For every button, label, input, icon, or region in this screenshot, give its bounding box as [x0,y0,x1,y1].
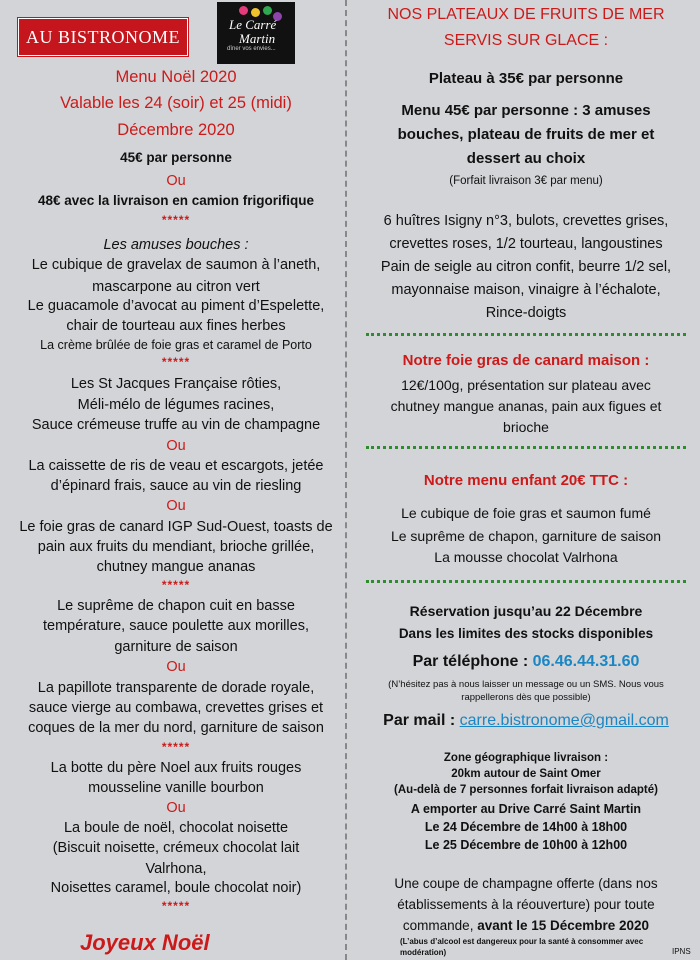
menu-line: La papillote transparente de dorade royale, [37,680,315,696]
menu-line: Valable les 24 (soir) et 25 (midi) [60,94,292,112]
menu-line: chair de tourteau aux fines herbes [66,318,286,334]
bistronome-logo: AU BISTRONOME [18,18,188,56]
menu-line: Menu Noël 2020 [115,68,237,86]
section-divider [366,580,686,583]
menu-line: Décembre 2020 [117,121,235,139]
foie-gras-line: brioche [503,419,549,435]
menu-line: La boule de noël, chocolat noisette [63,820,289,836]
menu-line: La caissette de ris de veau et escargots, jetée [28,458,324,474]
menu-line: Le cubique de gravelax de saumon à l’aneth, [31,257,321,273]
stars-separator: ***** [161,899,191,913]
menu-line: La crème brûlée de foie gras et caramel de Porto [40,338,312,352]
stars-separator: ***** [161,213,191,227]
logo-text-line1: Le Carré [229,17,277,32]
menu-line: d’épinard frais, sauce au vin de riesling [50,478,302,494]
reservation-line2: Dans les limites des stocks disponibles [398,626,654,641]
telephone-label: Par téléphone : [412,653,529,670]
menu-line: mousseline vanille bourbon [88,780,264,796]
ou-separator: Ou [166,800,186,816]
heading-line1: NOS PLATEAUX DE FRUITS DE MER [387,6,665,23]
plateaux-column [352,0,700,960]
mail-label: Par mail : [383,712,456,729]
menu-line: Méli-mélo de légumes racines, [77,397,275,413]
menu-enfant-line: Le cubique de foie gras et saumon fumé [401,505,651,521]
menu-line: pain aux fruits du mendiant, brioche grillée, [37,539,315,555]
forfait-note: (Forfait livraison 3€ par menu) [449,175,603,187]
menu-line: température, sauce poulette aux morilles, [43,618,309,634]
zone-line: Zone géographique livraison : [443,752,609,764]
champagne-line1: Une coupe de champagne offerte (dans nos [394,876,658,891]
plateau-line: Rince-doigts [485,305,567,321]
ou-separator: Ou [166,173,186,189]
ipns-label: IPNS [672,947,691,956]
zone-line: Le 25 Décembre de 10h00 à 12h00 [424,838,628,852]
champagne-line3 [352,918,700,933]
telephone-number[interactable]: 06.46.44.31.60 [532,653,640,670]
menu-line: Le suprême de chapon cuit en basse [57,598,295,614]
menu-enfant-line: La mousse chocolat Valrhona [434,549,618,565]
menu-line: Les amuses bouches : [103,237,249,253]
logo-text-line2: Martin [239,31,276,46]
alcool-warning2: modération) [400,948,447,957]
logo-dot [251,8,260,17]
menu-line: 48€ avec la livraison en camion frigorifique [37,193,315,208]
foie-gras-line: 12€/100g, présentation sur plateau avec [401,377,651,393]
menu-line: mascarpone au citron vert [92,279,260,295]
plateau-line: crevettes roses, 1/2 tourteau, langoustines [389,236,663,252]
ou-separator: Ou [166,438,186,454]
menu-enfant-line: Le suprême de chapon, garniture de saison [390,528,662,544]
zone-line: (Au-delà de 7 personnes forfait livraison adapté) [394,784,658,796]
telephone-note: rappellerons dès que possible) [461,692,591,703]
ou-separator: Ou [166,498,186,514]
menu-line: Sauce crémeuse truffe au vin de champagne [31,417,321,433]
menu-line: coques de la mer du nord, garniture de saison [28,720,324,736]
menu-line: Noisettes caramel, boule chocolat noir) [50,880,302,896]
plateau-line: 6 huîtres Isigny n°3, bulots, crevettes grises, [383,213,669,229]
menu-line: garniture de saison [114,639,238,655]
plateau-line: mayonnaise maison, vinaigre à l’échalote, [391,282,661,298]
joyeux-noel: Joyeux Noël [80,930,210,955]
mail-link[interactable]: carre.bistronome@gmail.com [459,712,669,729]
foie-gras-title: Notre foie gras de canard maison : [402,352,650,369]
stars-separator: ***** [161,355,191,369]
section-divider [366,333,686,336]
column-divider [345,0,347,960]
telephone-row [352,653,700,671]
plateau-35: Plateau à 35€ par personne [428,70,624,87]
menu-line: Le guacamole d’avocat au piment d’Espelette, [27,298,325,314]
champagne-deadline: avant le 15 Décembre 2020 [477,918,650,933]
menu-enfant-title: Notre menu enfant 20€ TTC : [423,472,629,489]
menu-line: Les St Jacques Française rôties, [70,376,282,392]
menu-45-line1: Menu 45€ par personne : 3 amuses [401,102,651,119]
champagne-line2: établissements à la réouverture) pour toute [397,897,655,912]
logo-subtitle: dîner vos envies... [227,46,276,52]
logo-dot [239,6,248,15]
menu-line: La botte du père Noel aux fruits rouges [50,760,302,776]
champagne-text: commande, [402,918,478,933]
menu-line: (Biscuit noisette, crémeux chocolat lait [52,840,300,856]
zone-line: Le 24 Décembre de 14h00 à 18h00 [424,820,628,834]
reservation-line1: Réservation jusqu’au 22 Décembre [409,603,643,619]
menu-line: sauce vierge au combawa, crevettes grises et [28,700,324,716]
menu-45-line3: dessert au choix [466,150,586,167]
alcool-warning1: (L’abus d’alcool est dangereux pour la santé à consommer avec [400,937,644,946]
menu-line: 45€ par personne [120,150,232,165]
mail-row [352,712,700,730]
menu-45-line2: bouches, plateau de fruits de mer et [397,126,655,143]
telephone-note: (N’hésitez pas à nous laisser un message ou un SMS. Nous vous [388,679,664,690]
plateau-line: Pain de seigle au citron confit, beurre 1/2 sel, [380,259,672,275]
zone-line: 20km autour de Saint Omer [451,768,601,780]
zone-line: A emporter au Drive Carré Saint Martin [410,802,642,816]
ou-separator: Ou [166,659,186,675]
foie-gras-line: chutney mangue ananas, pain aux figues et [390,398,662,414]
menu-line: Le foie gras de canard IGP Sud-Ouest, toasts de [19,519,333,535]
menu-line: chutney mangue ananas [96,559,256,575]
heading-line2: SERVIS SUR GLACE : [443,32,609,49]
stars-separator: ***** [161,578,191,592]
section-divider [366,446,686,449]
stars-separator: ***** [161,740,191,754]
carre-martin-logo [217,2,295,64]
menu-line: Valrhona, [145,861,207,877]
logo-dot [263,6,272,15]
